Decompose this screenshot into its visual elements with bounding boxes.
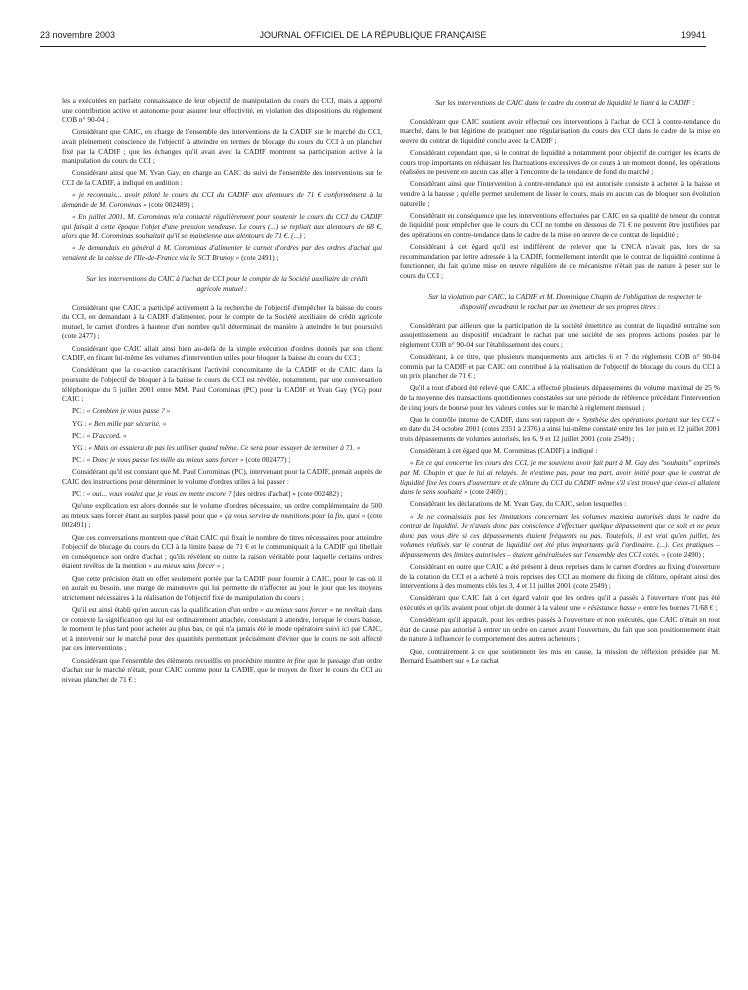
text-run: ;	[220, 561, 225, 571]
text-run: PC :	[72, 406, 87, 416]
text-run: (cote 002489) ;	[146, 199, 194, 209]
quotation-paragraph	[62, 406, 382, 416]
section-heading	[412, 98, 708, 108]
body-paragraph	[400, 148, 720, 177]
italic-text: in fine	[286, 655, 306, 665]
text-run: Considérant en conséquence que les interventions effectuées par CAIC en sa qualité de teneur du contrat de liquidité pour empêcher que le cours du CCI ne tombe en dessous de 71 € ne peuvent être justifiées par des opérations en contre-tendance dans le cadre de la mise en œuvre de ce contrat de liquidité ;	[400, 210, 720, 239]
page-header	[40, 30, 706, 44]
text-run: Sur les interventions de CAIC dans le cadre du contrat de liquidité le liant à la CADIF :	[435, 98, 695, 107]
body-paragraph	[400, 562, 720, 591]
header-rule	[40, 46, 706, 47]
text-run: Considérant qu'il apparaît, pour les ordres passés à l'ouverture et non exécutés, que CAIC n'était en tout état de cause pas autorisé à entrer un ordre en carnet avant l'ouverture, du fait que son positionnement était de nature à influencer le comportement des autres acheteurs ;	[400, 615, 720, 644]
body-paragraph	[62, 344, 382, 363]
text-run: (cote 2469) ;	[467, 487, 508, 497]
italic-text: « Je demandais en général à M. Corominas d'alimenter le carnet d'ordres par des ordres d'achat qui venaient de la caisse de l'Ile-de-France via le SCT Brunoy »	[62, 243, 382, 262]
italic-text: « au mieux sans forcer »	[260, 605, 334, 614]
italic-text: « Mais on essaiera de pas les utiliser quand même. Ce sera pour essayer de terminer à 71. »	[88, 442, 361, 452]
text-run: Considérant que CAIC fait à cet égard valoir que les ordres qu'il a passés à l'ouverture n'ont pas été exécutés et qu'ils avaient pour objet de donner à la valeur une	[400, 593, 720, 613]
body-paragraph	[400, 321, 720, 350]
body-paragraph	[400, 615, 720, 644]
left-column	[62, 96, 382, 687]
quotation-paragraph	[400, 458, 720, 496]
text-run: Considérant ainsi que l'intervention à contre-tendance qui est autorisée consiste à acheter à la baisse et vendre à la hausse ; qu'elle permet seulement de lisser le cours, mais en aucun cas de bloquer son évolution naturelle ;	[400, 179, 720, 208]
text-run: (cote 002477) ;	[243, 455, 291, 465]
header-date: 23 novembre 2003	[40, 30, 116, 40]
body-paragraph	[400, 593, 720, 612]
italic-text: « Combien je vous passe ? »	[86, 406, 171, 416]
italic-text: « D'accord. »	[86, 430, 127, 440]
text-run: Considérant cependant que, si le contrat de liquidité a notamment pour objectif de corriger les écarts de cours trop importants en réduisant les fluctuations excessives de ce cours à un moment donné, les opérations réalisées ne peuvent en aucun cas aller à l'encontre de la tendance de fond du marché ;	[400, 147, 720, 177]
italic-text: « En juillet 2001, M. Corominas m'a contacté régulièrement pour soutenir le cours du CCI du CADIF qui faisait à cette époque l'objet d'une pression vendeuse. Le cours (...) se repliait aux alentours de 68 €, alors que M. Corominas souhaitait qu'il se maintienne aux alentours de 71 €. (...) ;	[62, 211, 382, 241]
text-run: Considérant, à ce titre, que plusieurs manquements aux articles 6 et 7 du règlement COB n° 90-04 commis par la CADIF et par CAIC ont contribué à la réalisation de l'objectif de blocage du cours du CCI à un prix plancher de 71 € ;	[400, 352, 720, 381]
body-paragraph	[62, 365, 382, 403]
section-heading	[74, 274, 370, 293]
body-paragraph	[62, 574, 382, 603]
body-paragraph	[62, 168, 382, 187]
body-paragraph	[400, 499, 720, 509]
quotation-paragraph	[62, 443, 382, 453]
text-run: Considérant que l'ensemble des éléments recueillis en procédure montre	[72, 655, 287, 665]
text-run: YG :	[72, 418, 89, 428]
text-run: Sur les interventions du CAIC à l'achat de CCI pour le compte de la Société auxiliaire de crédit agricole mutuel :	[86, 274, 368, 294]
text-run: Que ces conversations montrent que c'était CAIC qui fixait le nombre de titres nécessaires pour atteindre l'objectif de blocage du cours du CCI à la limite basse de 71 € et le communiquait à la CADIF qui libellait en conséquence son ordre d'achat ; qu'ils révèlent en outre la raison véritable pour laquelle certains ordres étaient revêtus de la mention	[62, 532, 382, 571]
body-paragraph	[400, 179, 720, 208]
quotation-paragraph	[62, 212, 382, 241]
text-run: Que, contrairement à ce que soutiennent les mis en cause, la mission de réflexion présidée par M. Bernard Esambert sur « Le rachat	[400, 646, 720, 666]
text-run: en date du 24 octobre 2001 (cotes 2351 à 2376) a ainsi lui-même constaté entre les 1er juin et 12 juillet 2001 trois dépassements de volumes autorisés, les 6, 9 et 12 juillet 2001 (cote 2549) ;	[400, 424, 720, 443]
text-run: (cote 002491) ;	[62, 510, 382, 530]
italic-text: « Donc je vous passe les mille au mieux sans forcer »	[86, 455, 244, 465]
text-run: Considérant que CAIC allait ainsi bien au-delà de la simple exécution d'ordres donnés par son client CADIF, en fixant lui-même les volumes d'intervention utiles pour bloquer la baisse du cours du CCI ;	[62, 343, 382, 363]
quotation-paragraph	[62, 243, 382, 262]
text-run: Considérant ainsi que M. Yvan Gay, en charge au CAIC du suivi de l'ensemble des interventions sur le CCI de la CADIF, a indiqué en audition :	[62, 168, 382, 187]
text-run: Considérant par ailleurs que la participation de la société émettrice au contrat de liquidité entraîne son assujettissement au dispositif encadrant le rachat par une société de ses propres actions posées par le règlement COB n° 90-04 sur l'établissement des cours ;	[400, 320, 720, 349]
body-paragraph	[400, 211, 720, 240]
body-paragraph	[62, 501, 382, 530]
quotation-paragraph	[62, 431, 382, 441]
quotation-paragraph	[62, 489, 382, 499]
body-paragraph	[62, 96, 382, 125]
body-paragraph	[400, 352, 720, 381]
text-run: YG :	[72, 442, 89, 452]
text-run: Considérant qu'il est constant que M. Paul Corominas (PC), intervenant pour la CADIF, prenait auprès de CAIC des instructions pour déterminer le volume d'ordres utiles à lui passer :	[62, 467, 382, 486]
quotation-paragraph	[62, 455, 382, 465]
section-heading	[412, 292, 708, 311]
text-run: ne revêtait dans ce contexte la signification qui lui est ordinairement attachée, consistant à attendre, lorsque le cours baisse, le moment le plus tard pour acheter au plus bas, ce qui n'a jamais été le mode opératoire suivi ici par CAIC, et à intervenir sur le marché pour des quantités permettant précisément d'éviter que le cours ne soit affecté par ces interventions ;	[62, 605, 382, 653]
text-run: Sur la violation par CAIC, la CADIF et M. Dominique Chupin de l'obligation de respecter le dispositif encadrant le rachat par un émetteur de ses propres titres :	[428, 292, 702, 312]
header-page-number: 19941	[680, 30, 706, 40]
body-paragraph	[62, 605, 382, 653]
text-run: Considérant que la co-action caractérisant l'activité concomitante de la CADIF et de CAIC dans la poursuite de l'objectif de bloquer à la baisse le cours du CCI est révélée, notamment, par une conversation téléphonique du 5 juillet 2001 entre MM. Paul Corominas (PC) pour la CADIF et Yvan Gay (YG) pour CAIC :	[62, 365, 382, 404]
text-run: les a exécutées en parfaite connaissance de leur objectif de manipulation du cours du CCI, mais a apporté une contribution active et autonome pour assurer leur effectivité, en violation des dispositions du règlement COB n° 90-04 ;	[62, 96, 382, 125]
text-run: Que le contrôle interne de CADIF, dans son rapport de	[410, 414, 577, 424]
text-run: entre les bornes 71/68 € ;	[641, 603, 718, 613]
header-journal-title: JOURNAL OFFICIEL DE LA RÉPUBLIQUE FRANÇAISE	[259, 30, 487, 40]
body-paragraph	[62, 533, 382, 571]
body-paragraph	[400, 117, 720, 146]
text-run: Qu'il a tout d'abord été relevé que CAIC a effectué plusieurs dépassements du volume maximal de 25 % de la moyenne des transactions quotidiennes constatées sur une période de référence précédant l'intervention de cinq jours de bourse pour les valeurs cotées sur le marché à règlement mensuel ;	[400, 383, 720, 412]
italic-text: « ça vous servira de munitions pour la fin, quoi »	[219, 510, 366, 520]
text-run: Considérant les déclarations de M. Yvan Gay, du CAIC, selon lesquelles :	[410, 499, 627, 509]
italic-text: « oui... vous voulez que je vous en mette encore ?	[86, 489, 234, 499]
quotation-paragraph	[62, 419, 382, 429]
text-run: Considérant en outre que CAIC a été présent à deux reprises dans le carnet d'ordres au fixing d'ouverture de la cotation du CCI et a acheté à trois reprises des CCI au moment du fixing de clôture, opérant ainsi des interventions à des moments clés les 3, 4 et 11 juillet 2001 (cote 2549) ;	[400, 562, 720, 591]
italic-text: « Synthèse des opérations portant sur les CCI »	[576, 414, 721, 424]
italic-text: « En ce qui concerne les cours des CCI, je me souviens avoir fait part à M. Gay des "souhaits" exprimés par M. Chupin et que le lui ai relayés. Je n'estime pas, pour ma part, avoir initié pour que le contrat de liquidité fixe les cours d'ouverture et de clôture du CCI du CADIF même s'il s'est trouvé que ceux-ci allaient dans le sens souhaité »	[400, 458, 720, 497]
right-column	[400, 98, 720, 668]
body-paragraph	[400, 647, 720, 666]
text-run: [des ordres d'achat] » (cote 002482) ;	[233, 489, 343, 499]
text-run: Considérant que CAIC soutient avoir effectué ces interventions à l'achat de CCI à contre-tendance du marché, dans le but légitime de pratiquer une régularisation du cours des CCI dans le cadre de la mise en œuvre du contrat de liquidité conclu avec la CADIF ;	[400, 116, 720, 145]
body-paragraph	[400, 446, 720, 456]
italic-text: « Je ne connaissais pas les limitations concernant les volumes maxima autorisés dans le cadre du contrat de liquidité. Je n'avais donc pas conscience d'effectuer quelque dépassement que ce soit et ne peux donc pas vous dire si ces dépassements étaient fréquents ou pas. Toutefois, il est vrai qu'en juillet, les volumes réalisés sur le contrat de liquidité ont été plus importants qu'à l'ordinaire. (...). Ces pratiques – dépassements des limites autorisées – étaient généralisées sur l'ensemble des CCI cotés. »	[400, 511, 720, 559]
text-run: PC :	[72, 455, 87, 465]
text-run: Considérant à cet égard que M. Corominas (CADIF) a indiqué :	[410, 446, 598, 456]
quotation-paragraph	[400, 512, 720, 560]
text-run: Considérant que CAIC, en charge de l'ensemble des interventions de la CADIF sur le marché du CCI, avait pleinement conscience de l'objectif à atteindre en termes de blocage du cours du CCI à un plancher fixé par la CADIF ; que les échanges qu'il avait avec la CADIF montrent sa participation active à la manipulation du cours du CCI ;	[62, 127, 382, 166]
body-paragraph	[400, 383, 720, 412]
text-run: Considérant à cet égard qu'il est indifférent de relever que la CNCA n'avait pas, lors de sa recommandation par lettre adressée à la CADIF, formellement interdit que le contrat de liquidité continue à fonctionner, du fait qu'une mise en œuvre régulière de ce mécanisme n'était pas de nature à peser sur le cours du CCI ;	[400, 242, 720, 280]
body-paragraph	[62, 127, 382, 165]
text-run: PC :	[72, 489, 87, 499]
body-paragraph	[62, 467, 382, 486]
text-run: Qu'une explication est alors donnée sur le volume d'ordres nécessaire, un ordre complémentaire de 500 au mieux sans forcer étant au surplus passé pour que	[62, 501, 382, 520]
text-run: Que cette précision était en effet seulement portée par la CADIF pour fournir à CAIC, pour le cas où il en aurait eu besoin, une marge de manœuvre qui lui permette de n'affecter au jour le jour que les moyens strictement nécessaires à la réalisation de l'objectif fixé de manipulation du cours ;	[62, 573, 382, 602]
text-run: Considérant que CAIC a participé activement à la recherche de l'objectif d'empêcher la baisse du cours du CCI, en demandant à la CADIF d'alimenter, pour le compte de la Société auxiliaire de crédit agricole mutuel, le carnet d'ordres à hauteur d'un nombre qu'il déterminait de manière à atteindre le but poursuivi (cote 2477) ;	[62, 302, 382, 341]
text-run: PC :	[72, 430, 87, 440]
italic-text: « Ben mille par sécurité. »	[88, 418, 167, 428]
italic-text: « au mieux sans forcer »	[148, 561, 221, 571]
text-run: Qu'il est ainsi établi qu'en aucun cas la qualification d'un ordre	[72, 605, 261, 614]
body-paragraph	[62, 303, 382, 341]
text-run: que le passage d'un ordre d'achat sur le marché n'était, pour CAIC comme pour la CADIF, que le moyen de fixer le cours du CCI au niveau plancher de 71 € ;	[62, 655, 383, 684]
italic-text: « je reconnais... avoir piloté le cours du CCI du CADIF aux alentours de 71 € conformément à la demande de M. Corominas »	[62, 190, 382, 209]
body-paragraph	[400, 242, 720, 280]
body-paragraph	[62, 656, 382, 685]
text-run: (cote 2490) ;	[665, 549, 705, 559]
body-paragraph	[400, 415, 720, 444]
text-run: (cote 2491) ;	[239, 252, 279, 262]
quotation-paragraph	[62, 190, 382, 209]
italic-text: « résistance basse »	[582, 603, 642, 613]
